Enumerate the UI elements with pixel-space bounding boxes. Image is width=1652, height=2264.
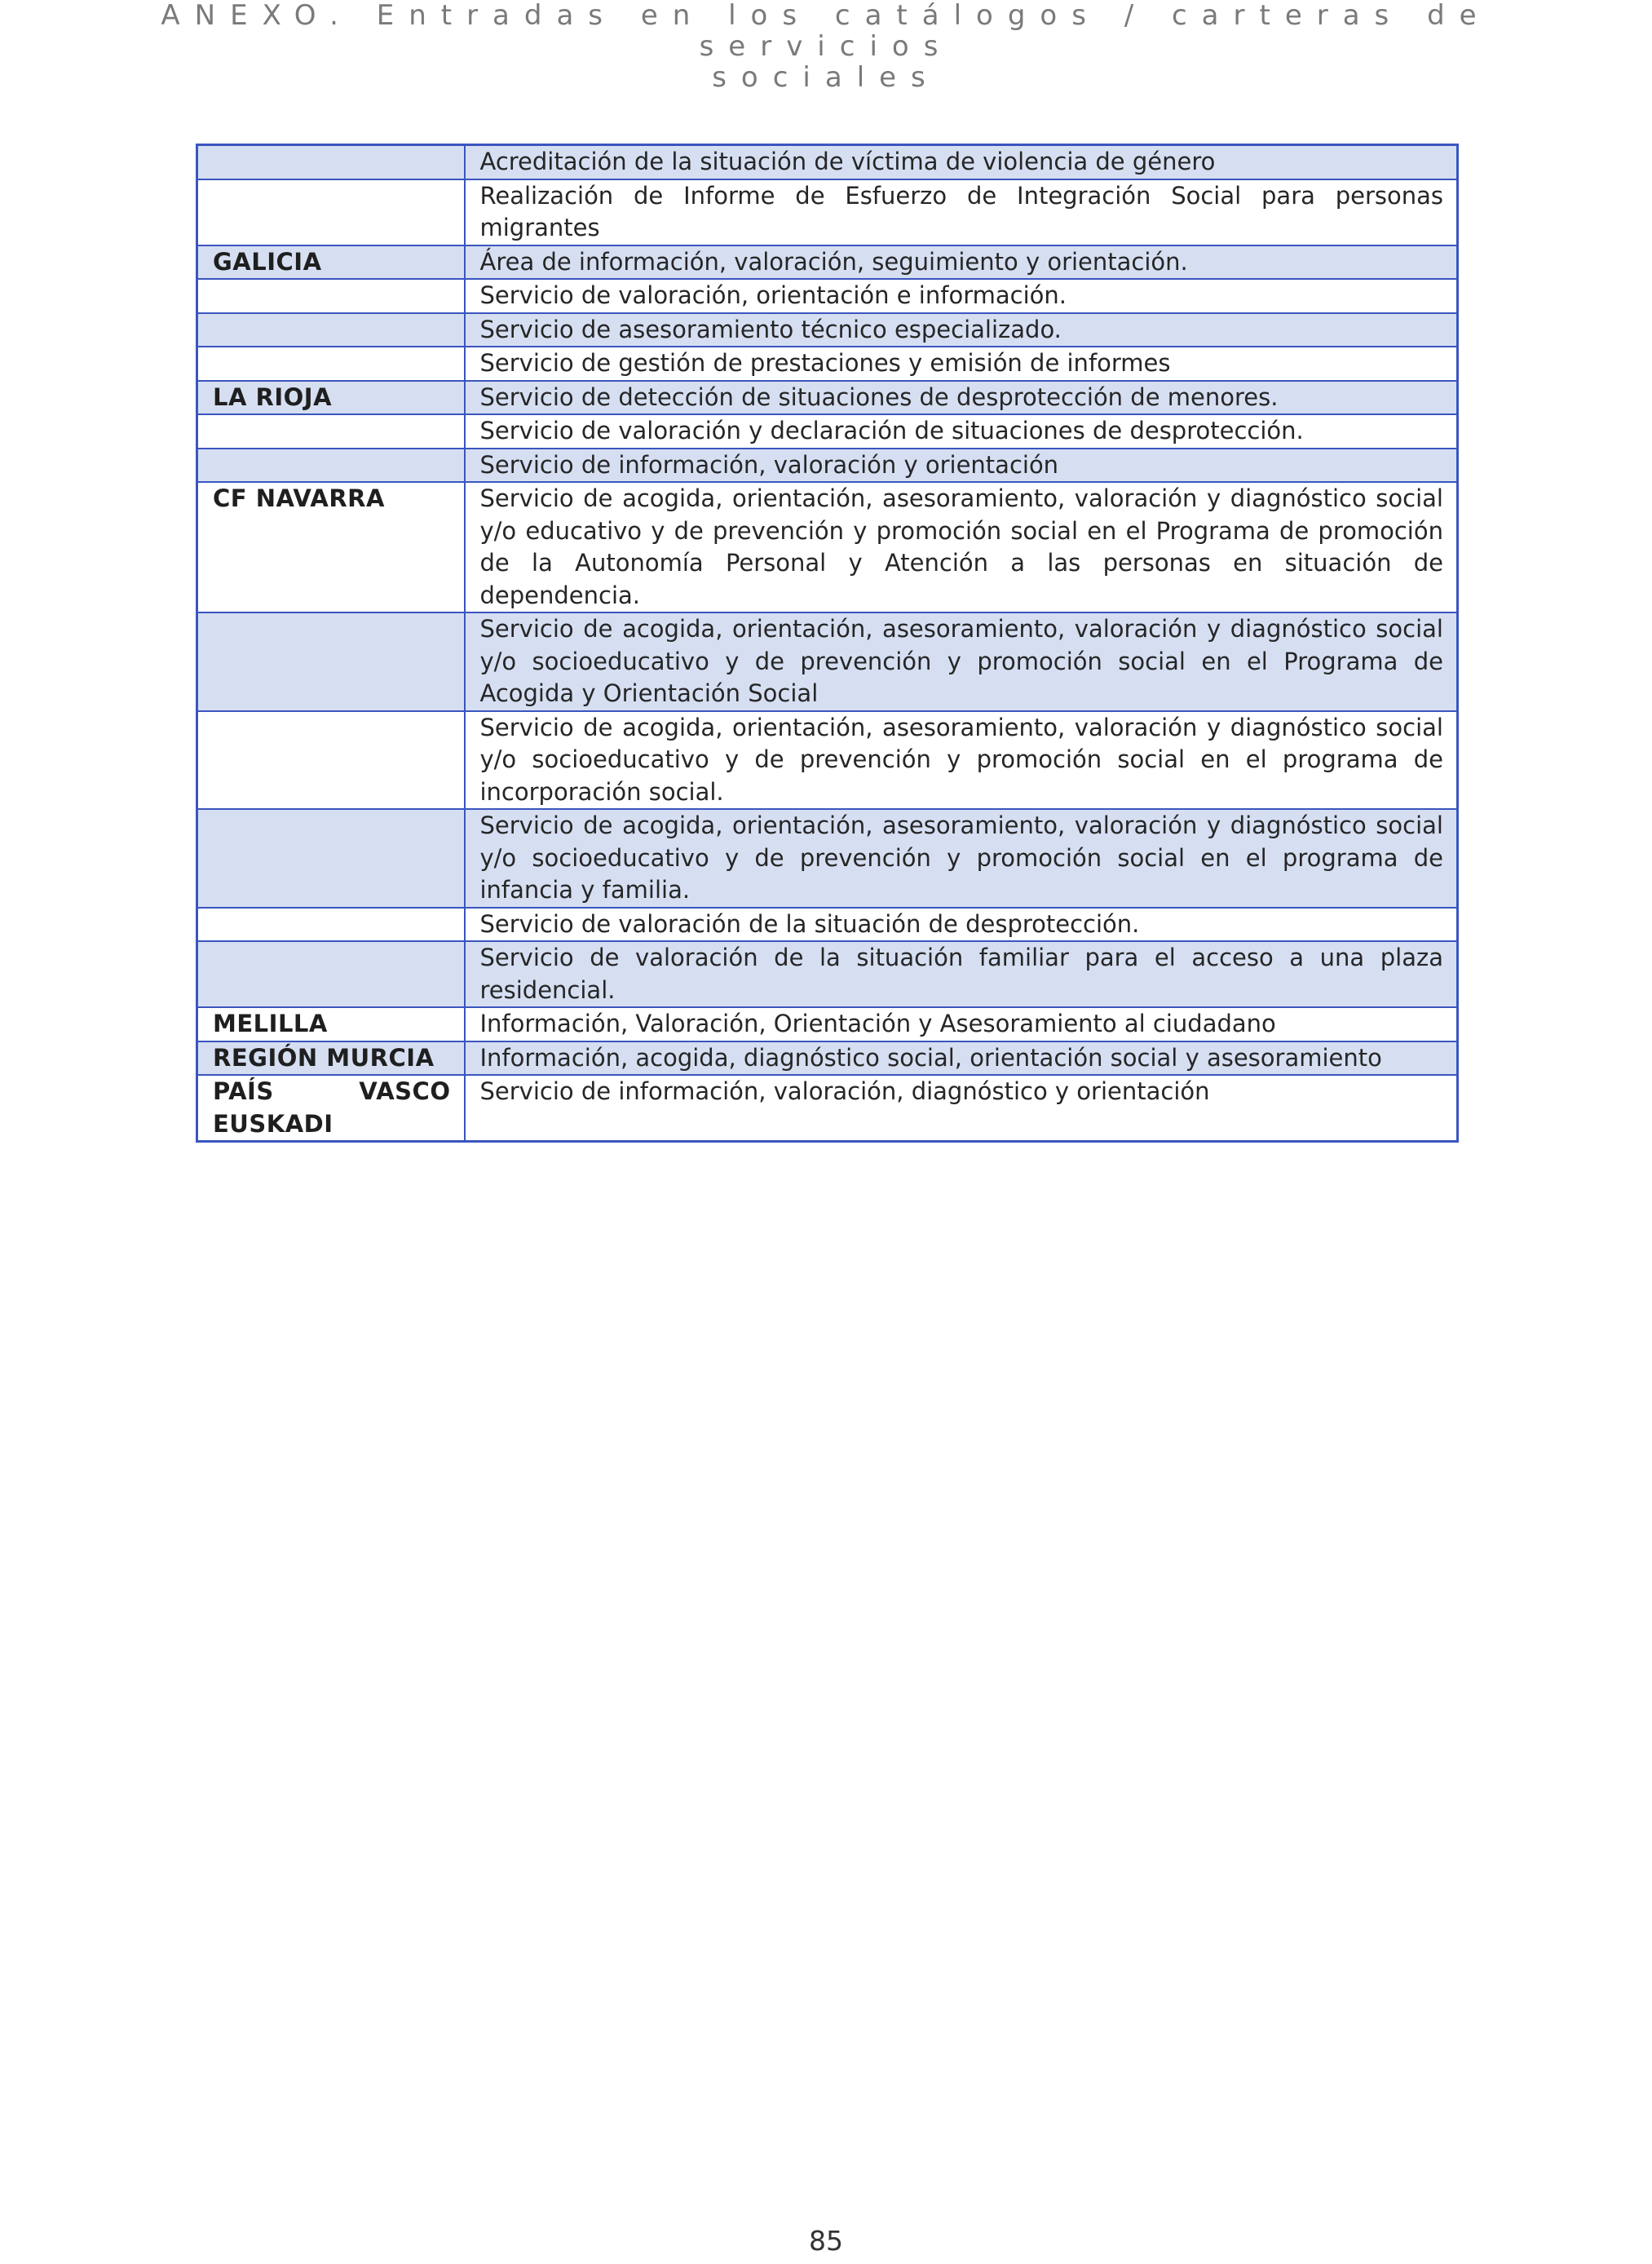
service-cell: Información, acogida, diagnóstico social, orientación social y asesoramiento bbox=[465, 1041, 1458, 1076]
region-cell: MELILLA bbox=[197, 1007, 465, 1041]
table-row bbox=[197, 809, 1458, 908]
table-row bbox=[197, 414, 1458, 449]
region-cell bbox=[197, 145, 465, 179]
table-row bbox=[197, 245, 1458, 280]
region-cell bbox=[197, 414, 465, 449]
region-cell bbox=[197, 941, 465, 1007]
table-row bbox=[197, 908, 1458, 942]
header-line-1: ANEXO. Entradas en los catálogos / carteras de servicios bbox=[161, 0, 1491, 63]
table-row bbox=[197, 449, 1458, 483]
region-cell: LA RIOJA bbox=[197, 381, 465, 415]
table-row bbox=[197, 179, 1458, 245]
table-row bbox=[197, 1041, 1458, 1076]
services-catalog-table bbox=[196, 144, 1459, 1143]
region-cell bbox=[197, 313, 465, 347]
table-row bbox=[197, 1075, 1458, 1142]
region-cell bbox=[197, 449, 465, 483]
table-row bbox=[197, 612, 1458, 711]
service-cell: Realización de Informe de Esfuerzo de Integración Social para personas migrantes bbox=[465, 179, 1458, 245]
table-row bbox=[197, 347, 1458, 381]
region-cell: CF NAVARRA bbox=[197, 482, 465, 612]
table-row bbox=[197, 279, 1458, 313]
service-cell: Servicio de acogida, orientación, asesoramiento, valoración y diagnóstico social y/o educativo y de prevención y promoción social en el Programa de promoción de la Autonomía Personal y Atención a las personas en situación de dependencia. bbox=[465, 482, 1458, 612]
region-cell bbox=[197, 908, 465, 942]
service-cell: Servicio de información, valoración, diagnóstico y orientación bbox=[465, 1075, 1458, 1142]
table-row bbox=[197, 941, 1458, 1007]
service-cell: Servicio de valoración de la situación familiar para el acceso a una plaza residencial. bbox=[465, 941, 1458, 1007]
region-cell: PAÍS VASCO EUSKADI bbox=[197, 1075, 465, 1142]
region-cell bbox=[197, 179, 465, 245]
region-cell bbox=[197, 612, 465, 711]
header-line-2: sociales bbox=[712, 61, 940, 94]
service-cell: Servicio de asesoramiento técnico especializado. bbox=[465, 313, 1458, 347]
region-cell bbox=[197, 279, 465, 313]
service-cell: Información, Valoración, Orientación y Asesoramiento al ciudadano bbox=[465, 1007, 1458, 1041]
table-row bbox=[197, 381, 1458, 415]
service-cell: Servicio de valoración de la situación de desprotección. bbox=[465, 908, 1458, 942]
service-cell: Servicio de detección de situaciones de desprotección de menores. bbox=[465, 381, 1458, 415]
service-cell: Acreditación de la situación de víctima de violencia de género bbox=[465, 145, 1458, 179]
service-cell: Área de información, valoración, seguimiento y orientación. bbox=[465, 245, 1458, 280]
table-row bbox=[197, 482, 1458, 612]
region-cell: GALICIA bbox=[197, 245, 465, 280]
region-cell bbox=[197, 347, 465, 381]
service-cell: Servicio de información, valoración y orientación bbox=[465, 449, 1458, 483]
service-cell: Servicio de acogida, orientación, asesoramiento, valoración y diagnóstico social y/o socioeducativo y de prevención y promoción social en el programa de infancia y familia. bbox=[465, 809, 1458, 908]
service-cell: Servicio de valoración, orientación e información. bbox=[465, 279, 1458, 313]
service-cell: Servicio de gestión de prestaciones y emisión de informes bbox=[465, 347, 1458, 381]
table-row bbox=[197, 313, 1458, 347]
table-row bbox=[197, 711, 1458, 810]
region-cell bbox=[197, 711, 465, 810]
region-cell bbox=[197, 809, 465, 908]
service-cell: Servicio de acogida, orientación, asesoramiento, valoración y diagnóstico social y/o socioeducativo y de prevención y promoción social en el Programa de Acogida y Orientación Social bbox=[465, 612, 1458, 711]
page-number: 85 bbox=[809, 2225, 843, 2257]
table-row bbox=[197, 1007, 1458, 1041]
service-cell: Servicio de acogida, orientación, asesoramiento, valoración y diagnóstico social y/o socioeducativo y de prevención y promoción social en el programa de incorporación social. bbox=[465, 711, 1458, 810]
service-cell: Servicio de valoración y declaración de situaciones de desprotección. bbox=[465, 414, 1458, 449]
region-cell: REGIÓN MURCIA bbox=[197, 1041, 465, 1076]
page-header bbox=[147, 0, 1505, 93]
table-row bbox=[197, 145, 1458, 179]
